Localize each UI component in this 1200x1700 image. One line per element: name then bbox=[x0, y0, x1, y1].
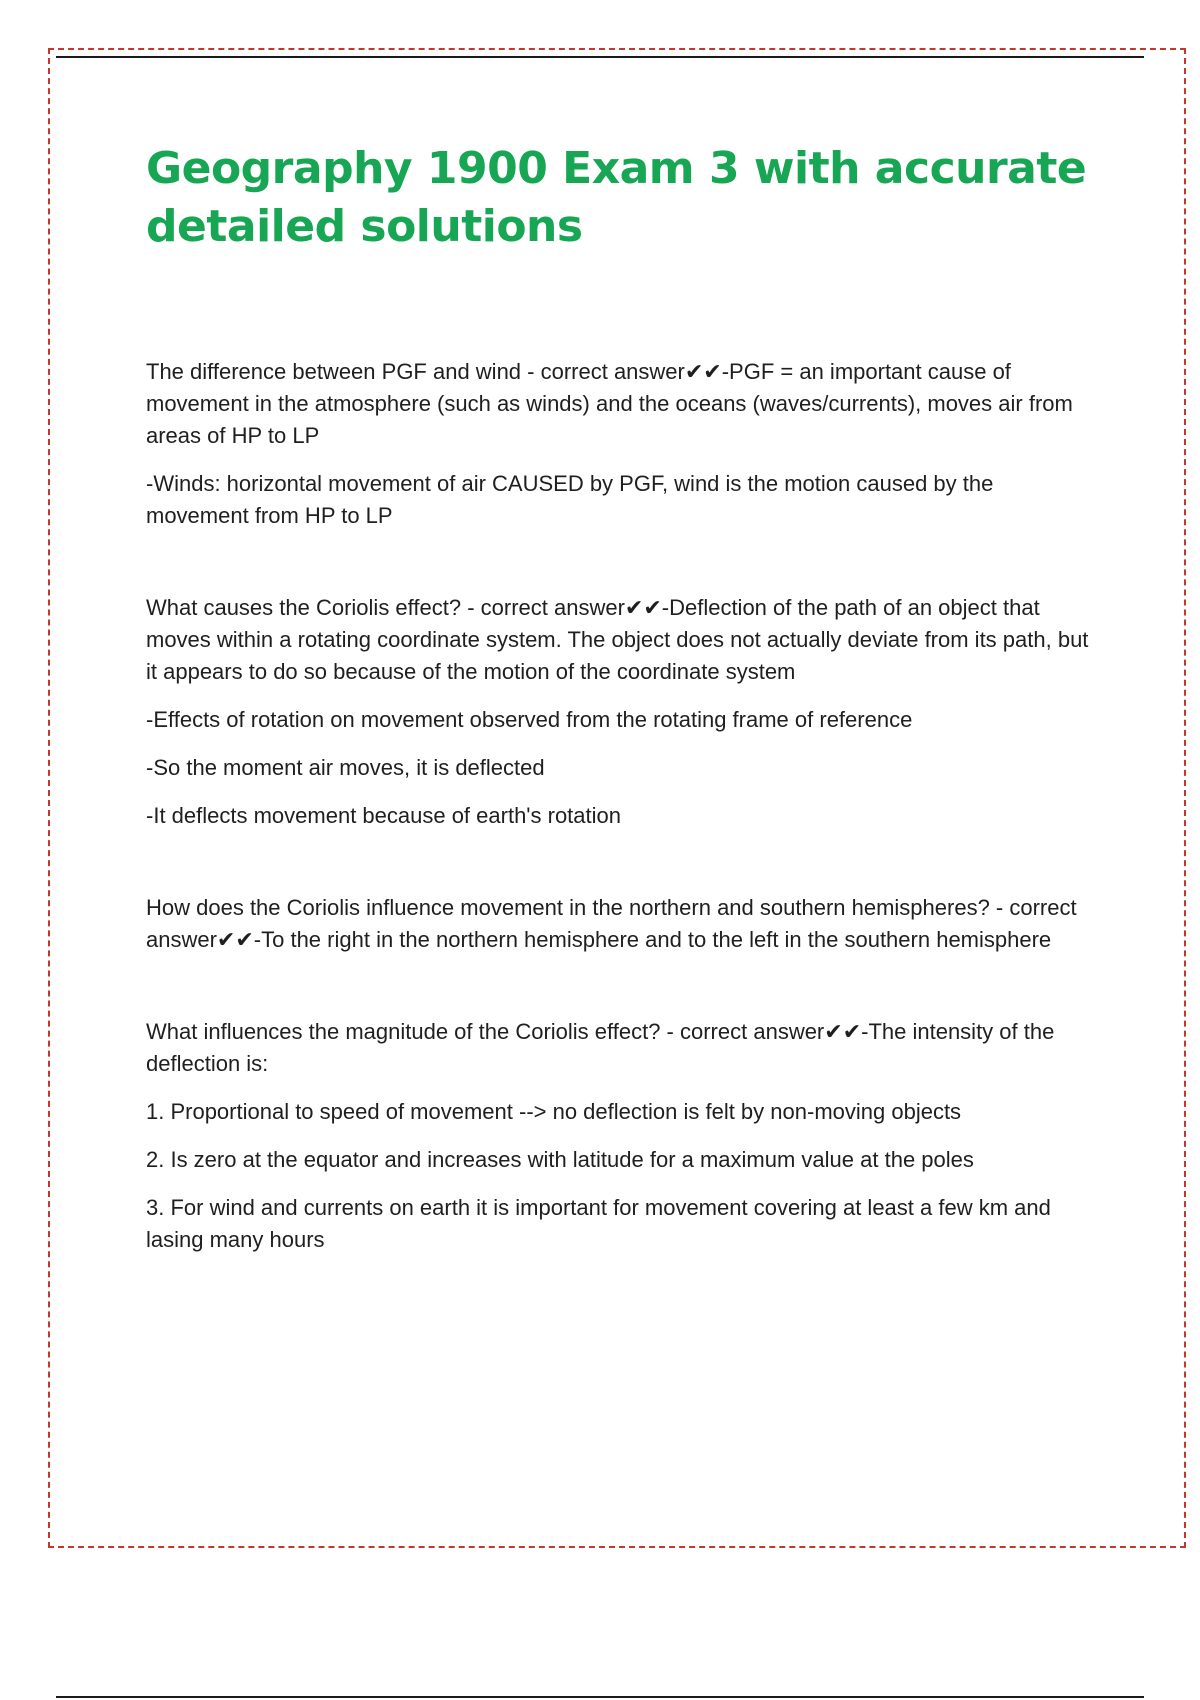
document-title: Geography 1900 Exam 3 with accurate detailed solutions bbox=[146, 143, 1087, 252]
footer-rule bbox=[56, 1696, 1144, 1698]
qa-block-coriolis-hemispheres bbox=[146, 892, 1096, 956]
qa-paragraph: 1. Proportional to speed of movement --> no deflection is felt by non-moving objects bbox=[146, 1099, 962, 1124]
qa-block-pgf-wind bbox=[146, 356, 1096, 532]
qa-paragraph: -Effects of rotation on movement observed from the rotating frame of reference bbox=[146, 707, 913, 732]
document-content bbox=[146, 140, 1096, 1316]
qa-paragraph: -So the moment air moves, it is deflected bbox=[146, 755, 545, 780]
qa-block-coriolis-magnitude bbox=[146, 1016, 1096, 1256]
qa-paragraph: The difference between PGF and wind - correct answer✔✔-PGF = an important cause of movement in the atmosphere (such as winds) and the oceans (waves/currents), moves air from areas of HP to LP bbox=[146, 359, 1073, 448]
qa-paragraph: 2. Is zero at the equator and increases with latitude for a maximum value at the poles bbox=[146, 1147, 974, 1172]
header-rule bbox=[56, 56, 1144, 58]
qa-block-coriolis-cause bbox=[146, 592, 1096, 832]
qa-paragraph: How does the Coriolis influence movement in the northern and southern hemispheres? - correct answer✔✔-To the right in the northern hemisphere and to the left in the southern hemisphere bbox=[146, 895, 1077, 952]
qa-paragraph: What influences the magnitude of the Coriolis effect? - correct answer✔✔-The intensity of the deflection is: bbox=[146, 1019, 1055, 1076]
qa-paragraph: 3. For wind and currents on earth it is important for movement covering at least a few km and lasing many hours bbox=[146, 1195, 1051, 1252]
qa-paragraph: -Winds: horizontal movement of air CAUSED by PGF, wind is the motion caused by the movement from HP to LP bbox=[146, 471, 994, 528]
qa-paragraph: What causes the Coriolis effect? - correct answer✔✔-Deflection of the path of an object that moves within a rotating coordinate system. The object does not actually deviate from its path, but it appears to do so because of the motion of the coordinate system bbox=[146, 595, 1089, 684]
qa-paragraph: -It deflects movement because of earth's rotation bbox=[146, 803, 621, 828]
